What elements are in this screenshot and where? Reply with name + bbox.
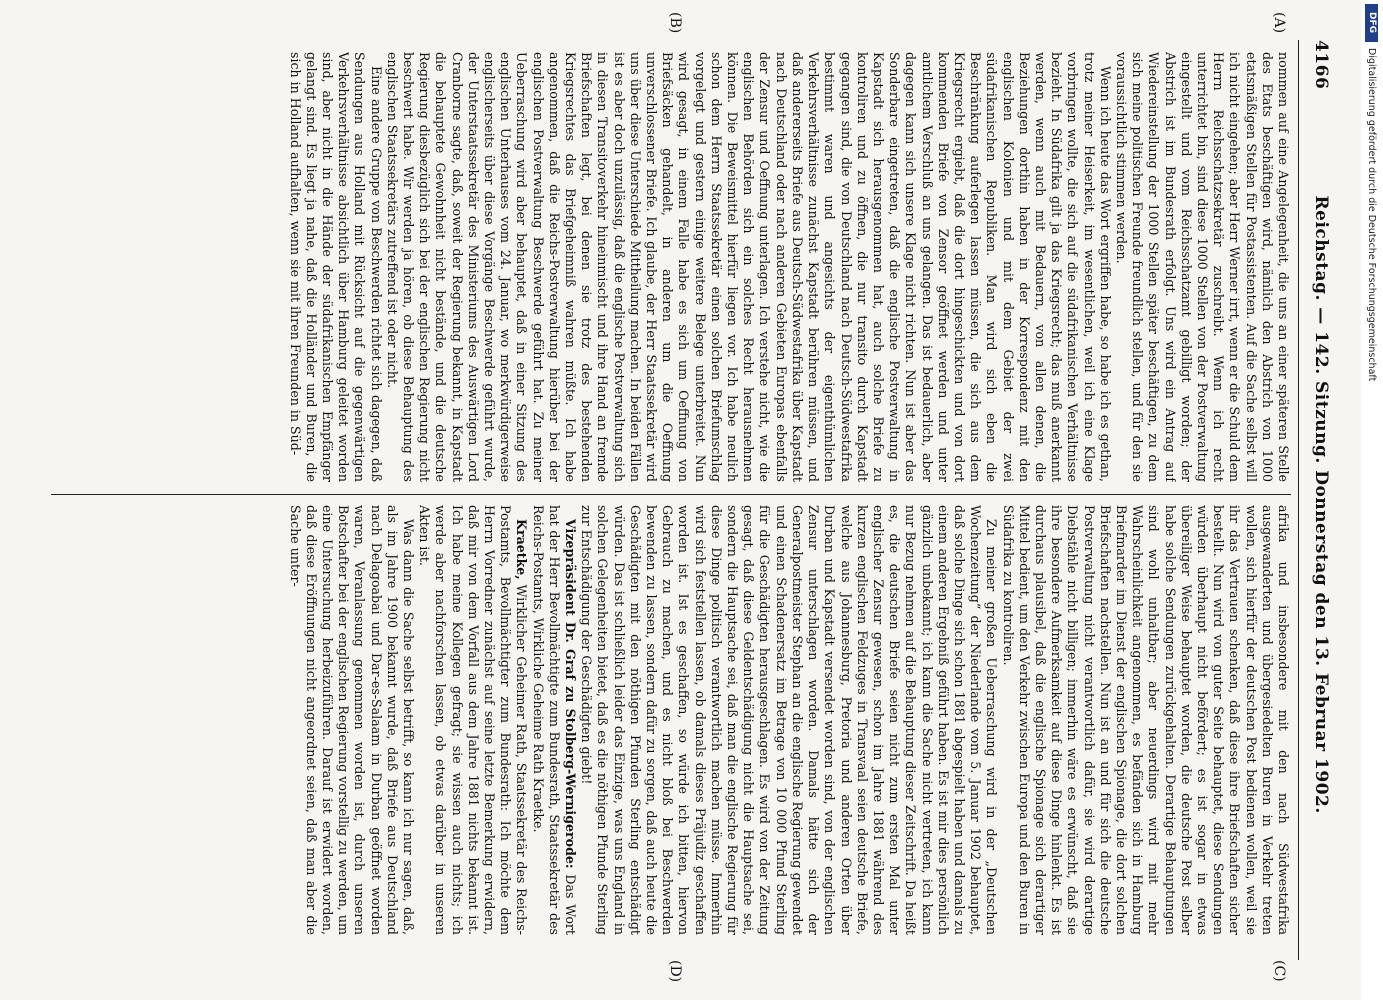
paragraph	[529, 505, 578, 935]
paragraph: Wenn ich heute das Wort ergriffen habe, so habe ich es gethan, trotz meiner Heiserkeit, im wesentlichen, weil ich eine Klage vorbringen wollte, die sich auf die südafrikanischen Verhältnisse bezieht. In Südafrika gilt ja das Kriegsrecht; das muß anerkannt werden, wenn auch mit Bedauern, von allen denen, die Beziehungen dorthin haben in der Korrespondenz mit den englischen Kolonien und mit dem Gebiet der zwei südafrikanischen Republiken. Man wird sich eben die Beschränkung auferlegen lassen müssen, die sich aus dem Kriegsrecht ergiebt, daß die dort hingeschickten und von dort kommenden Briefe von Zensor geöffnet werden und unter amtlichem Verschluß an uns gelangen. Das ist bedauerlich, aber dagegen kann sich unsere Klage nicht richten. Nun ist aber das Sonderbare eingetreten, daß die englische Postverwaltung in Kapstadt sich herausgenommen hat, auch solche Briefe zu kontroliren und zu öffnen, die nur transito durch Kapstadt gegangen sind, die von Deutschland nach Deutsch-Südwestafrika bestimmt waren und angesichts der eigenthümlichen Verkehrsverhältnisse zunächst Kapstadt berühren müssen, und daß andererseits Briefe aus Deutsch-Südwestafrika über Kapstadt nach Deutschland oder nach anderen Gebieten Europas ebenfalls der Zensur und Oeffnung unterlagen. Ich verstehe nicht, wie die englischen Behörden sich ein solches Recht herausnehmen können. Die Beweismittel hierfür liegen vor. Ich habe neulich schon dem Herrn Staatssekretär einen solchen Briefumschlag vorgelegt und gestern einige weitere Belege unterbreitet. Nun wird gesagt, in einem Falle habe es sich um Oeffnung von Briefsäcken gehandelt, in anderen um die Oeffnung unverschlossener Briefe. Ich glaube, der Herr Staatssekretär wird uns über diese Unterschiede Mittheilung machen. In beiden Fällen ist es aber doch unzulässig, daß die englische Postverwaltung sich in diesen Transitoverkehr hineinmischt und ihre Hand an fremde Briefschaften legt, bei denen sie trotz des bestehenden Kriegsrechtes das Briefgeheimniß wahren müßte. Ich habe angenommen, daß die Reichs-Postverwaltung hierüber bei der englischen Postverwaltung Beschwerde geführt hat. Zu meiner Ueberraschung wird aber behauptet, daß in einer Sitzung des englischen Unterhauses vom 24. Januar, wo merkwürdigerweise englischerseits über diese Vorgänge Beschwerde geführt wurde, der Unterstaatssekretär des Ministeriums des Auswärtigen Lord Cranborne sagte, daß, soweit der Regierung bekannt, in Kapstadt die behauptete Gewohnheit nicht bestände, und die deutsche Regierung diesbezüglich sich bei der englischen Regierung nicht beschwert habe. Wir werden ja hören, ob diese Behauptung des englischen Staatssekretärs zutreffend ist oder nicht.	[384, 52, 1113, 482]
margin-letter-a: (A)	[1271, 12, 1287, 34]
speaker-name: Kraetke,	[514, 519, 530, 580]
paragraph: Zu meiner großen Ueberraschung wird in der „Deutschen Wochenzeitung“ der Niederlande vom 5. Januar 1902 behauptet, daß solche Dinge sich schon 1881 abgespielt haben und damals zu einem anderen Ergebniß geführt haben. Es ist mir dies persönlich gänzlich unbekannt; ich kann die Sache nicht vertreten, ich kann nur Bezug nehmen auf die Behauptung dieser Zeitschrift. Da heißt es, die deutschen Briefe seien nicht zum ersten Mal unter englischer Zensur gewesen, schon im Jahre 1881 während des kurzen englischen Feldzuges in Transvaal seien deutsche Briefe, welche aus Johannesburg, Pretoria und anderen Orten über Durban und Kapstadt versendet worden sind, von der englischen Zensur unterschlagen worden. Damals hätte sich der Generalpostmeister Stephan an die englische Regierung gewendet und einen Schadenersatz im Betrage von 10 000 Pfund Sterling für die Geschädigten herausgeschlagen. Es wird von der Zeitung gesagt, daß diese Geldentschädigung nicht die Hauptsache sei, sondern die Hauptsache sei, daß man die englische Regierung für diese Dinge politisch verantwortlich machen müsse. Immerhin wird sich feststellen lassen, ob damals dieses Präjudiz geschaffen worden ist. Ist es geschaffen, so würde ich bitten, hiervon Gebrauch zu machen, und es nicht bloß bei Beschwerden bewenden zu lassen, sondern dafür zu sorgen, daß auch heute die Geschädigten mit den nöthigen Pfunden Sterling entschädigt würden. Das ist schließlich leider das Einzige, was uns England in solchen Gelegenheiten bietet, daß es die nöthigen Pfunde Sterling zur Entschädigung der Geschädigten giebt!	[579, 505, 1000, 935]
paragraph: nommen auf eine Angelegenheit, die uns an einer späteren Stelle des Etats beschäftigen wird, nämlich den Abstrich von 1000 etatsmäßigen Stellen für Postassistenten. Auf die Sache selbst will ich nicht eingehen; aber Herr Werner irrt, wenn er die Schuld dem Herrn Reichsschatzsekretär zuschreibt. Wenn ich recht unterrichtet bin, sind diese 1000 Stellen von der Postverwaltung eingestellt und vom Reichsschatzamt gebilligt worden; der Abstrich ist im Bundesrath erfolgt. Uns wird ein Antrag auf Wiedereinstellung der 1000 Stellen später beschäftigen, zu dem sich meine politischen Freunde freundlich stellen, und für den sie voraussichtlich stimmen werden.	[1113, 52, 1291, 482]
right-text-column	[61, 505, 1291, 935]
margin-letter-d: (D)	[667, 960, 683, 983]
page-header	[1303, 40, 1331, 960]
paragraph: afrika und insbesondere mit den nach Südwestafrika ausgewanderten und übergesiedelten Buren in Verkehr treten wollen, sich hierfür der deutschen Post bedienen wollen, weil sie ihr das Vertrauen schenken, daß diese ihre Briefschaften sicher bestellt. Nun wird von guter Seite behauptet, diese Sendungen würden überhaupt nicht befördert; es ist sogar in etwas übereiliger Weise behauptet worden, die deutsche Post selber habe solche Sendungen zurückgehalten. Derartige Behauptungen sind wohl unhaltbar; aber neuerdings wird mit mehr Wahrscheinlichkeit angenommen, es befänden sich in Hamburg Briefmarder im Dienst der englischen Spionage, die dort solchen Briefschaften nachstellen. Nun ist an und für sich die deutsche Postverwaltung nicht verantwortlich dafür, sie wird derartige Diebstähle nicht billigen; immerhin wäre es erwünscht, daß sie ihre besondere Aufmerksamkeit auf diese Dinge hinlenkt. Es ist durchaus plausibel, daß die englische Spionage sich derartiger Mittel bedient, um den Verkehr zwischen Europa und den Buren in Südafrika zu kontroliren.	[1000, 505, 1291, 935]
page-number: 4166	[1311, 40, 1331, 90]
dfg-logo-badge: DFG	[1365, 4, 1378, 42]
digitization-note: Digitalisierung gefördert durch die Deutsche Forschungsgemeinschaft	[1366, 48, 1377, 382]
page-title: Reichstag. — 142. Sitzung. Donnerstag den 13. Februar 1902.	[1311, 195, 1331, 814]
margin-letter-c: (C)	[1271, 960, 1287, 982]
speaker-text: Wirklicher Geheimer Rath, Staatssekretär des Reichs-Postamts, Bevollmächtigter zum Bundesrath: Ich möchte dem Herrn Vorredner zunächst auf seine letzte Bemerkung erwidern, daß mir von dem Vorfall aus dem Jahre 1881 nichts bekannt ist. Ich habe meine Kollegen gefragt; sie wissen auch nichts; ich werde aber nachforschen lassen, ob etwas darüber in unseren Akten ist.	[417, 505, 530, 935]
paragraph	[416, 505, 529, 935]
header-rule	[1298, 40, 1299, 960]
left-text-column	[61, 52, 1291, 482]
margin-letter-b: (B)	[667, 12, 683, 34]
side-strip	[1361, 0, 1383, 1000]
column-divider	[51, 494, 1291, 495]
speaker-text: Das Wort hat der Herr Bevollmächtigte zum Bundesrath, Staatssekretär des Reichs-Postamts, Wirkliche Geheime Rath Kraetke.	[530, 505, 579, 935]
paragraph: Eine andere Gruppe von Beschwerden richtet sich dagegen, daß Sendungen aus Holland mit Rücksicht auf die gegenwärtigen Verkehrsverhältnisse absichtlich über Hamburg geleitet worden sind, aber nicht in die Hände der südafrikanischen Empfänger gelangt sind. Es liegt ja nahe, daß die Holländer und Buren, die sich in Holland aufhalten, wenn sie mit ihren Freunden in Süd-	[287, 52, 384, 482]
paragraph: Was dann die Sache selbst betrifft, so kann ich nur sagen, daß, als im Jahre 1900 bekannt wurde, daß Briefe aus Deutschland nach Delagoabai und Dar-es-Salaam in Durban geöffnet worden waren, Veranlassung genommen worden ist, durch unseren Botschafter bei der englischen Regierung vorstellig zu werden, um eine Untersuchung herbeizuführen. Darauf ist erwidert worden, daß diese Eröffnungen nicht angeordnet seien, daß man aber die Sache unter-	[287, 505, 417, 935]
speaker-name: Vizepräsident Dr. Graf zu Stolberg-Wernigerode:	[563, 519, 579, 869]
